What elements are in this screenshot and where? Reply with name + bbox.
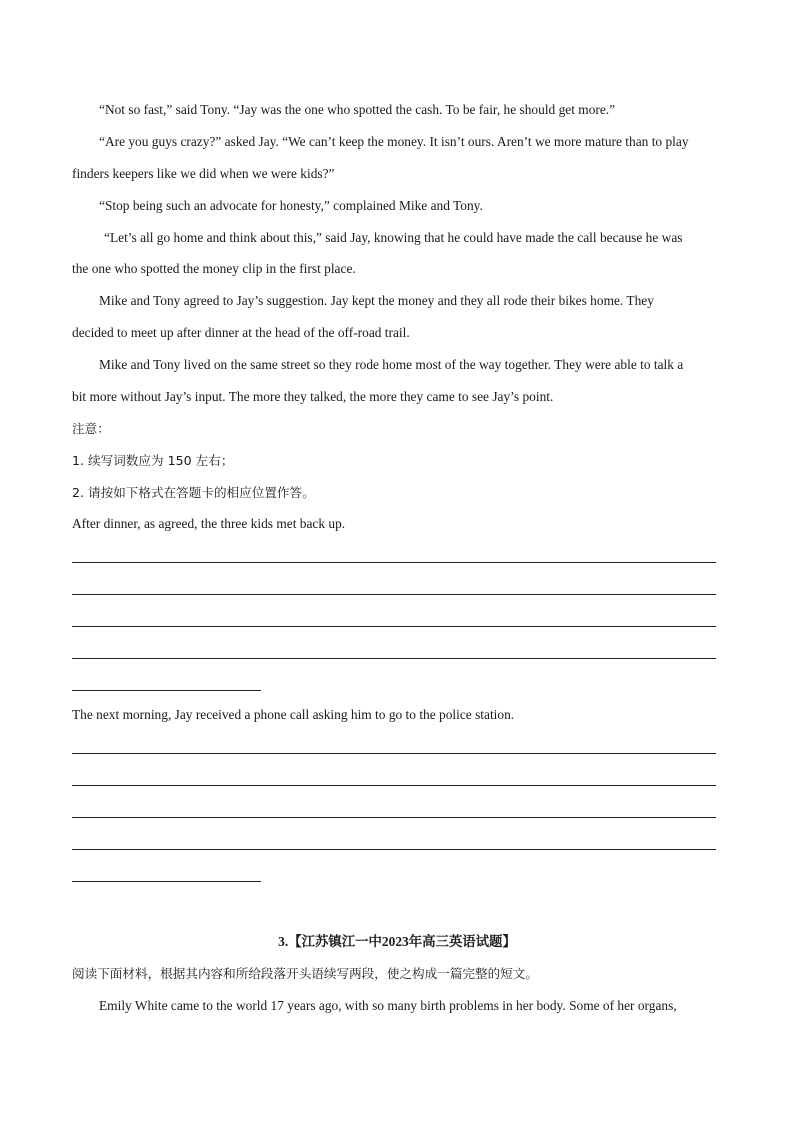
story-paragraph-6-line-1: Mike and Tony lived on the same street so they rode home most of the way together. They were able to talk a bbox=[99, 357, 684, 372]
answer-line bbox=[72, 562, 716, 563]
story-paragraph-3: “Stop being such an advocate for honesty,” complained Mike and Tony. bbox=[99, 198, 483, 213]
story-paragraph-5-line-1: Mike and Tony agreed to Jay’s suggestion. Jay kept the money and they all rode their bikes home. They bbox=[99, 293, 654, 308]
story-paragraph-2-line-1: “Are you guys crazy?” asked Jay. “We can’t keep the money. It isn’t ours. Aren’t we more mature than to play bbox=[99, 134, 689, 149]
story-paragraph-6-line-2: bit more without Jay’s input. The more they talked, the more they came to see Jay’s point. bbox=[72, 389, 554, 404]
story-paragraph-2-line-2: finders keepers like we did when we were kids?” bbox=[72, 166, 335, 181]
notes-item-1: 1. 续写词数应为 150 左右； bbox=[72, 453, 234, 468]
answer-line bbox=[72, 849, 716, 850]
answer-line bbox=[72, 594, 716, 595]
question-3-heading: 3.【江苏镇江一中2023年高三英语试题】 bbox=[278, 934, 516, 949]
answer-line bbox=[72, 753, 716, 754]
answer-line bbox=[72, 658, 716, 659]
story-paragraph-1: “Not so fast,” said Tony. “Jay was the one who spotted the cash. To be fair, he should get more.” bbox=[99, 102, 616, 117]
notes-title: 注意： bbox=[72, 421, 110, 436]
question-3-text-line-1: Emily White came to the world 17 years ago, with so many birth problems in her body. Some of her organs, bbox=[99, 998, 677, 1013]
answer-line bbox=[72, 690, 261, 691]
story-paragraph-5-line-2: decided to meet up after dinner at the head of the off-road trail. bbox=[72, 325, 410, 340]
answer-line bbox=[72, 817, 716, 818]
answer-line bbox=[72, 785, 716, 786]
paragraph-prompt-2: The next morning, Jay received a phone call asking him to go to the police station. bbox=[72, 707, 515, 722]
question-3-instruction: 阅读下面材料，根据其内容和所给段落开头语续写两段，使之构成一篇完整的短文。 bbox=[72, 966, 538, 981]
answer-line bbox=[72, 881, 261, 882]
story-paragraph-4-line-2: the one who spotted the money clip in the first place. bbox=[72, 261, 356, 276]
notes-item-2: 2. 请按如下格式在答题卡的相应位置作答。 bbox=[72, 485, 315, 500]
story-paragraph-4-line-1: “Let’s all go home and think about this,” said Jay, knowing that he could have made the call because he was bbox=[104, 230, 683, 245]
answer-line bbox=[72, 626, 716, 627]
paragraph-prompt-1: After dinner, as agreed, the three kids met back up. bbox=[72, 516, 346, 531]
